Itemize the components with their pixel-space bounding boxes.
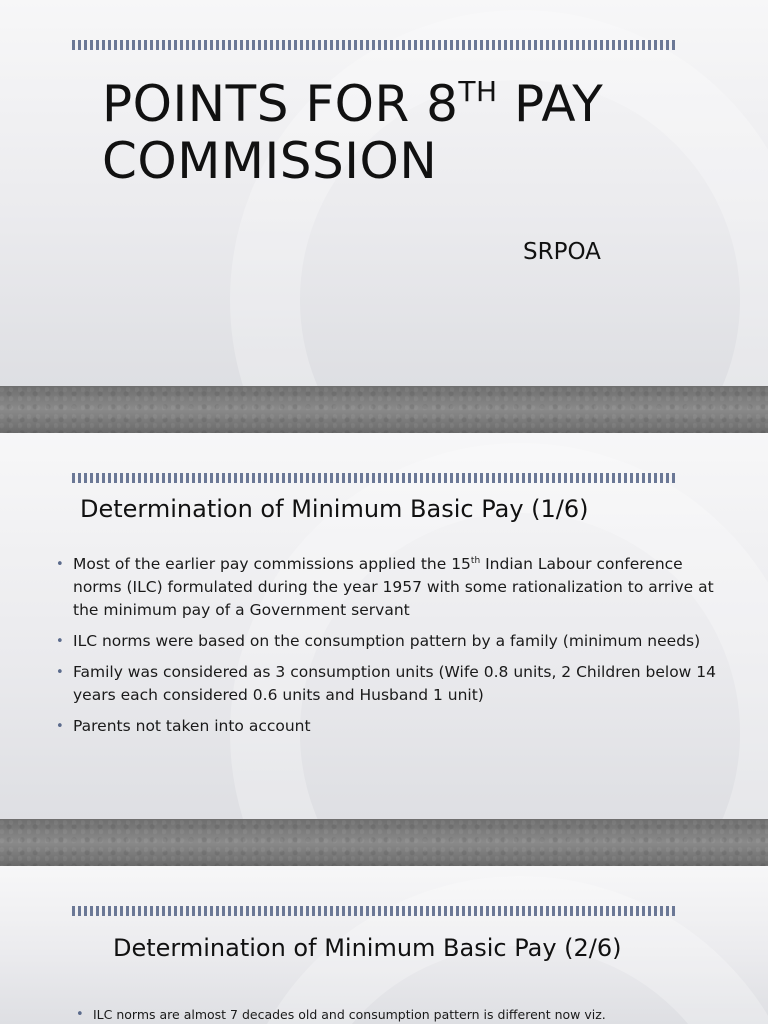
decorative-dash-bar [72, 40, 676, 50]
list-item: • ILC norms were based on the consumption pattern by a family (minimum needs) [56, 630, 716, 653]
slide-minimum-basic-pay-2 [0, 866, 768, 1024]
bullet-icon: • [56, 719, 64, 734]
list-item: • Family was considered as 3 consumption units (Wife 0.8 units, 2 Children below 14 years each considered 0.6 units and Husband 1 unit) [56, 663, 717, 704]
title-slide [0, 0, 768, 386]
list-item: • ILC norms are almost 7 decades old and consumption pattern is different now viz. [76, 1007, 606, 1022]
slide-separator [0, 819, 768, 866]
bullet-list [56, 553, 716, 746]
bullet-icon: • [56, 665, 64, 680]
list-item: • Most of the earlier pay commissions applied the 15th Indian Labour conference norms (ILC) formulated during the year 1957 with some rationalization to arrive at the minimum pay of a Government servant [56, 555, 714, 619]
slide-title: Determination of Minimum Basic Pay (1/6) [80, 495, 589, 523]
decorative-dash-bar [72, 473, 676, 483]
bullet-list [76, 1006, 736, 1024]
slide-separator [0, 386, 768, 433]
bullet-icon: • [76, 1007, 84, 1022]
slide-title: Determination of Minimum Basic Pay (2/6) [113, 934, 622, 962]
list-item: • Parents not taken into account [56, 715, 716, 738]
presentation-title: POINTS FOR 8TH PAY COMMISSION [102, 75, 604, 190]
bullet-icon: • [56, 634, 64, 649]
slide-minimum-basic-pay-1 [0, 433, 768, 819]
bullet-icon: • [56, 557, 64, 572]
presentation-subtitle: SRPOA [523, 239, 601, 265]
decorative-dash-bar [72, 906, 676, 916]
